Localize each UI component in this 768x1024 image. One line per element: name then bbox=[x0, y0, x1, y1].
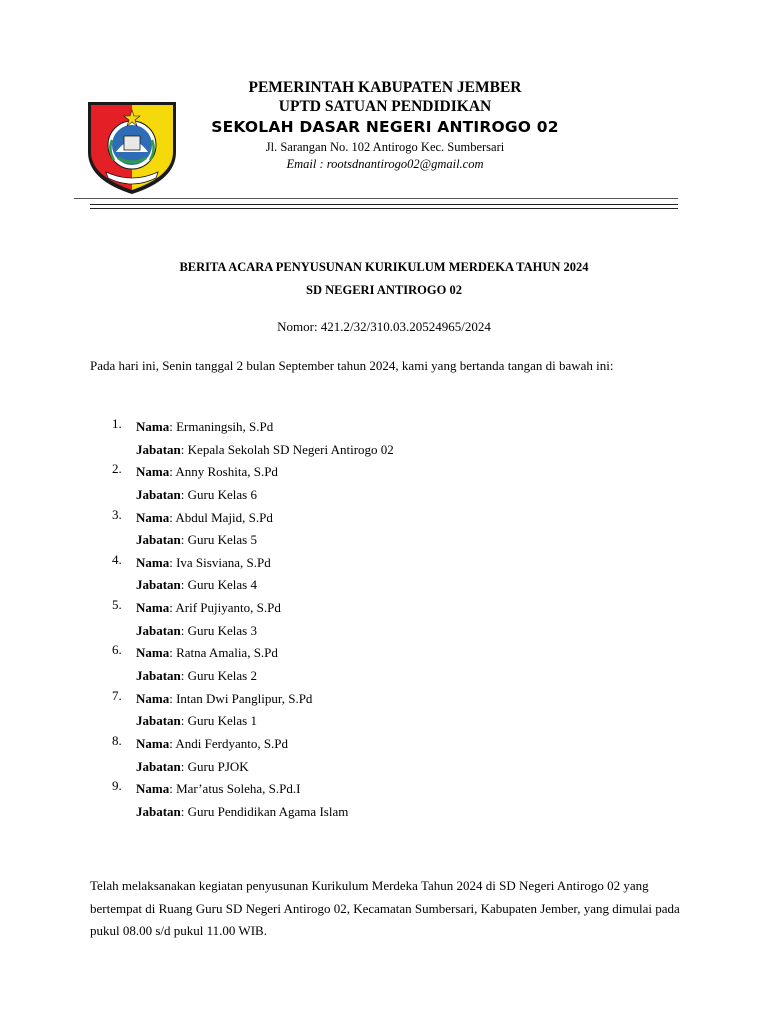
list-item bbox=[90, 552, 650, 597]
member-position: : Guru Kelas 3 bbox=[180, 622, 257, 638]
member-name-row bbox=[136, 733, 650, 756]
member-name: : Abdul Majid, S.Pd bbox=[169, 509, 273, 525]
list-item-number: 2. bbox=[112, 461, 122, 477]
member-name-row bbox=[136, 507, 650, 530]
list-item-number: 3. bbox=[112, 506, 122, 522]
member-position-row bbox=[136, 801, 650, 824]
position-label: Jabatan bbox=[136, 532, 181, 548]
document-subtitle: SD NEGERI ANTIROGO 02 bbox=[306, 283, 462, 297]
member-name: : Ermaningsih, S.Pd bbox=[169, 419, 274, 434]
member-name: : Andi Ferdyanto, S.Pd bbox=[169, 736, 289, 752]
list-item-number: 4. bbox=[112, 551, 122, 567]
position-label: Jabatan bbox=[136, 668, 181, 684]
member-name-row bbox=[136, 688, 650, 711]
closing-paragraph: Telah melaksanakan kegiatan penyusunan Kurikulum Merdeka Tahun 2024 di SD Negeri Antirogo 02 yang bertempat di Ruang Guru SD Negeri Antirogo 02, Kecamatan Sumbersari, Kabupaten Jember, yang dimulai pada pukul 08.00 s/d pukul 11.00 WIB. bbox=[90, 878, 680, 938]
member-position-row bbox=[136, 756, 650, 779]
member-position-row bbox=[136, 620, 650, 643]
member-name: : Ratna Amalia, S.Pd bbox=[169, 645, 278, 661]
member-position: : Guru Kelas 1 bbox=[180, 713, 257, 729]
list-item-number: 7. bbox=[112, 687, 122, 703]
list-item-number: 9. bbox=[112, 778, 122, 794]
member-position-row bbox=[136, 710, 650, 733]
position-label: Jabatan bbox=[136, 713, 181, 729]
member-position: : Guru Kelas 6 bbox=[180, 486, 257, 502]
member-list bbox=[90, 416, 650, 824]
member-position-row bbox=[136, 665, 650, 688]
list-item-number: 8. bbox=[112, 733, 122, 749]
list-item-number: 5. bbox=[112, 597, 122, 613]
member-name-row bbox=[136, 552, 650, 575]
member-position: : Guru Kelas 4 bbox=[180, 577, 257, 593]
list-item-number: 6. bbox=[112, 642, 122, 658]
opening-paragraph: Pada hari ini, Senin tanggal 2 bulan September tahun 2024, kami yang bertanda tangan di bawah ini: bbox=[90, 358, 614, 373]
list-item bbox=[90, 461, 650, 506]
list-item bbox=[90, 733, 650, 778]
member-name-row bbox=[136, 597, 650, 620]
name-label: Nama bbox=[136, 781, 170, 797]
document-title: BERITA ACARA PENYUSUNAN KURIKULUM MERDEKA TAHUN 2024 bbox=[179, 260, 589, 274]
name-label: Nama bbox=[136, 419, 170, 434]
member-position: : Guru PJOK bbox=[180, 758, 249, 774]
list-item bbox=[90, 597, 650, 642]
name-label: Nama bbox=[136, 690, 170, 706]
member-position-row bbox=[136, 529, 650, 552]
member-name-row bbox=[136, 461, 650, 484]
letterhead-address: Jl. Sarangan No. 102 Antirogo Kec. Sumbersari bbox=[265, 140, 505, 154]
name-label: Nama bbox=[136, 464, 170, 480]
letterhead-unit: UPTD SATUAN PENDIDIKAN bbox=[278, 98, 492, 115]
name-label: Nama bbox=[136, 736, 170, 752]
name-label: Nama bbox=[136, 509, 170, 525]
member-name-row bbox=[136, 416, 650, 439]
list-item bbox=[90, 688, 650, 733]
position-label: Jabatan bbox=[136, 803, 181, 819]
header-divider-double bbox=[90, 208, 678, 209]
member-name: : Intan Dwi Panglipur, S.Pd bbox=[169, 690, 313, 706]
header-divider-thin bbox=[74, 198, 678, 199]
position-label: Jabatan bbox=[136, 441, 181, 457]
member-name-row bbox=[136, 642, 650, 665]
name-label: Nama bbox=[136, 554, 170, 570]
member-position-row bbox=[136, 574, 650, 597]
member-position: : Kepala Sekolah SD Negeri Antirogo 02 bbox=[180, 441, 394, 457]
member-position-row bbox=[136, 439, 650, 462]
name-label: Nama bbox=[136, 600, 170, 616]
member-name: : Mar’atus Soleha, S.Pd.I bbox=[169, 781, 301, 797]
member-position: : Guru Kelas 2 bbox=[180, 668, 257, 684]
list-item bbox=[90, 416, 650, 461]
letterhead-government: PEMERINTAH KABUPATEN JEMBER bbox=[248, 79, 522, 96]
document-number: Nomor: 421.2/32/310.03.20524965/2024 bbox=[277, 319, 491, 334]
kabupaten-jember-crest-icon bbox=[86, 100, 178, 196]
position-label: Jabatan bbox=[136, 577, 181, 593]
list-item-number: 1. bbox=[112, 416, 122, 431]
header-divider-thick bbox=[90, 204, 678, 205]
member-name: : Arif Pujiyanto, S.Pd bbox=[169, 600, 281, 616]
position-label: Jabatan bbox=[136, 622, 181, 638]
list-item bbox=[90, 642, 650, 687]
letterhead-school-name: SEKOLAH DASAR NEGERI ANTIROGO 02 bbox=[211, 118, 559, 136]
letterhead bbox=[180, 78, 590, 173]
member-position-row bbox=[136, 484, 650, 507]
member-position: : Guru Kelas 5 bbox=[180, 532, 257, 548]
member-name-row bbox=[136, 778, 650, 801]
member-name: : Iva Sisviana, S.Pd bbox=[169, 554, 271, 570]
position-label: Jabatan bbox=[136, 486, 181, 502]
member-name: : Anny Roshita, S.Pd bbox=[169, 464, 278, 480]
position-label: Jabatan bbox=[136, 758, 181, 774]
letterhead-email: Email : rootsdnantirogo02@gmail.com bbox=[286, 157, 484, 171]
name-label: Nama bbox=[136, 645, 170, 661]
member-position: : Guru Pendidikan Agama Islam bbox=[180, 803, 349, 819]
list-item bbox=[90, 507, 650, 552]
list-item bbox=[90, 778, 650, 823]
